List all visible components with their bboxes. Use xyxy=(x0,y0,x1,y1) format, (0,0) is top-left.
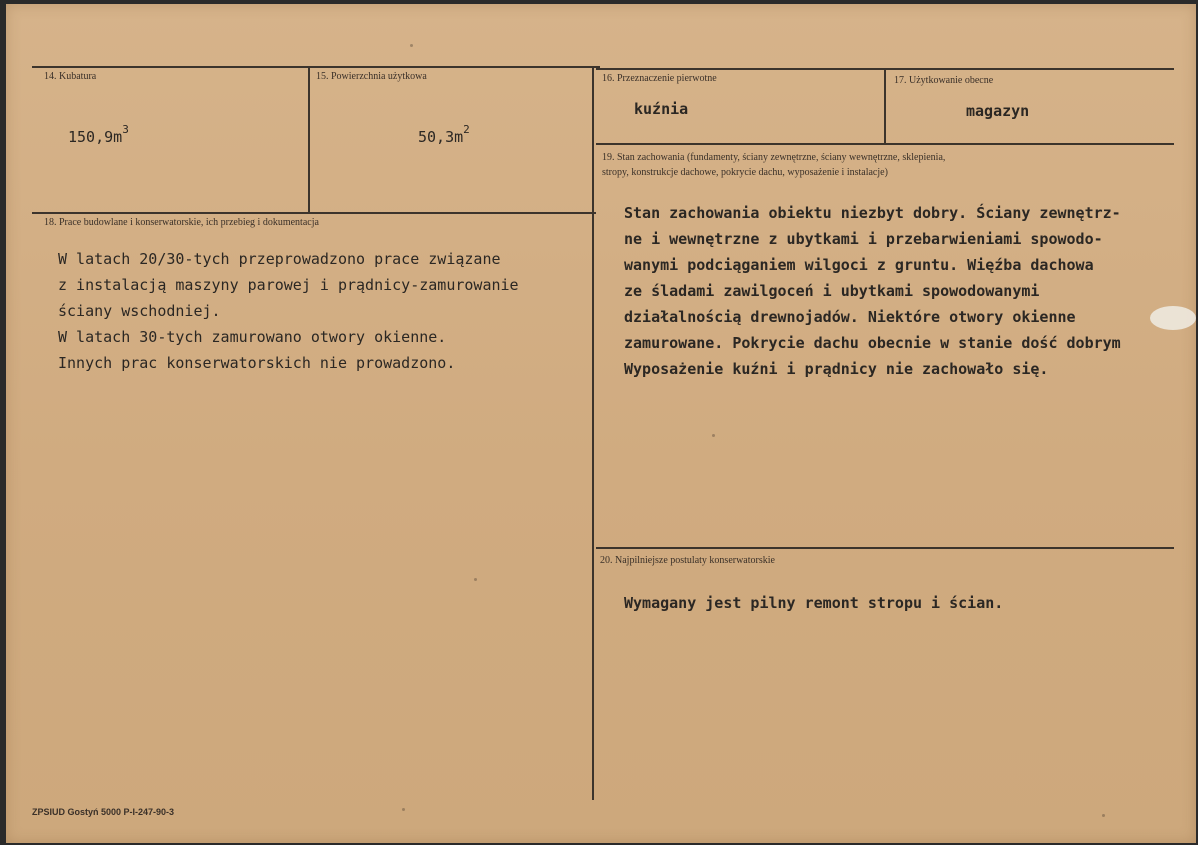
field-14-value xyxy=(68,123,129,146)
rule-v-main xyxy=(592,66,594,800)
field-18-text xyxy=(58,246,519,376)
field-19-label-line1: 19. Stan zachowania (fundamenty, ściany zewnętrzne, ściany wewnętrzne, sklepienia, xyxy=(602,152,946,163)
field-16-label: 16. Przeznaczenie pierwotne xyxy=(602,73,717,84)
rule-lower-right xyxy=(596,547,1174,549)
field-20-label: 20. Najpilniejsze postulaty konserwatorskie xyxy=(600,555,775,566)
field-15-label: 15. Powierzchnia użytkowa xyxy=(316,71,427,82)
paper-speck xyxy=(474,578,477,581)
paper-smudge xyxy=(1150,306,1196,330)
field-19-label xyxy=(602,150,1112,180)
field-17-value: magazyn xyxy=(966,102,1030,120)
field-16-value: kuźnia xyxy=(634,100,689,118)
print-footer: ZPSIUD Gostyń 5000 P-I-247-90-3 xyxy=(32,807,175,817)
field-19-line: ne i wewnętrzne z ubytkami i przebarwieniami spowodo- xyxy=(624,230,1103,248)
field-19-line: wanymi podciąganiem wilgoci z gruntu. Więźba dachowa xyxy=(624,256,1094,274)
paper-speck xyxy=(1102,814,1105,817)
field-18-label: 18. Prace budowlane i konserwatorskie, ich przebieg i dokumentacja xyxy=(44,217,319,228)
field-15-superscript: 2 xyxy=(463,123,470,136)
rule-v-14-15 xyxy=(308,66,310,212)
field-14-label: 14. Kubatura xyxy=(44,71,97,82)
field-15-value xyxy=(418,123,470,146)
rule-v-16-17 xyxy=(884,68,886,144)
field-19-line: Wyposażenie kuźni i prądnicy nie zachowało się. xyxy=(624,360,1049,378)
field-17-label: 17. Użytkowanie obecne xyxy=(894,75,994,86)
field-20-value: Wymagany jest pilny remont stropu i ścian. xyxy=(624,594,1004,612)
field-18-line: Innych prac konserwatorskich nie prowadzono. xyxy=(58,354,456,372)
field-14-superscript: 3 xyxy=(122,123,129,136)
field-14-number: 150,9m xyxy=(68,128,123,146)
field-15-number: 50,3m xyxy=(418,128,464,146)
field-19-label-line2: stropy, konstrukcje dachowe, pokrycie dachu, wyposażenie i instalacje) xyxy=(602,167,888,178)
paper-speck xyxy=(402,808,405,811)
rule-top-left xyxy=(32,66,600,68)
field-18-line: ściany wschodniej. xyxy=(58,302,221,320)
record-card xyxy=(6,4,1196,843)
field-19-text xyxy=(624,200,1121,382)
rule-mid-left xyxy=(32,212,596,214)
field-19-line: ze śladami zawilgoceń i ubytkami spowodowanymi xyxy=(624,282,1040,300)
field-18-line: W latach 30-tych zamurowano otwory okienne. xyxy=(58,328,447,346)
field-19-line: zamurowane. Pokrycie dachu obecnie w stanie dość dobrym xyxy=(624,334,1121,352)
paper-speck xyxy=(712,434,715,437)
field-19-line: działalnością drewnojadów. Niektóre otwory okienne xyxy=(624,308,1076,326)
field-19-line: Stan zachowania obiektu niezbyt dobry. Ściany zewnętrz- xyxy=(624,204,1121,222)
field-18-line: W latach 20/30-tych przeprowadzono prace związane xyxy=(58,250,501,268)
field-18-line: z instalacją maszyny parowej i prądnicy-zamurowanie xyxy=(58,276,519,294)
paper-speck xyxy=(410,44,413,47)
